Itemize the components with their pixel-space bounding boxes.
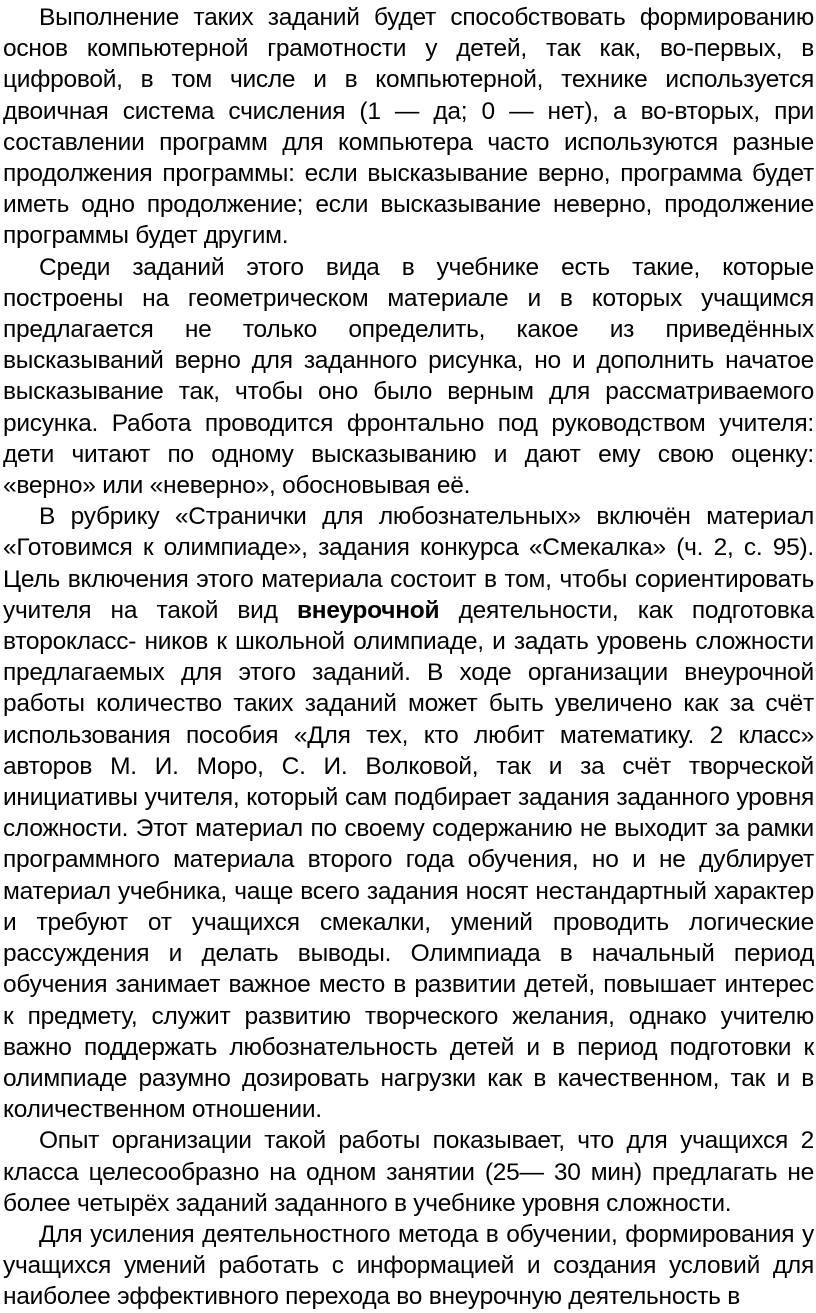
paragraph-binary-system: Выполнение таких заданий будет способствовать формированию основ компьютерной грамотности у детей, так как, во-первых, в цифровой, в том числе и в компьютерной, технике используется двоичная система счисления (1 — да; 0 — нет), а во-вторых, при составлении программ для компьютера часто используются разные продолжения программы: если высказывание верно, программа будет иметь одно продолжение; если высказывание неверно, продолжение программы будет другим.: [3, 4, 814, 250]
paragraph-olympiad-rubric: [3, 501, 814, 1125]
paragraph-olympiad-text-end: деятельности, как подготовка второкласс- ников к школьной олимпиаде, и задать уровень сложности предлагаемых для этого заданий. В ходе организации внеурочной работы количество таких заданий может быть увеличено как за счёт использования пособия «Для тех, кто любит математику. 2 класс» авторов М. И. Моро, С. И. Волковой, так и за счёт творческой инициативы учителя, который сам подбирает задания заданного уровня сложности. Этот материал по своему содержанию не выходит за рамки программного материала второго года обучения, но и не дублирует материал учебника, чаще всего задания носят нестандартный характер и требуют от учащихся смекалки, умений проводить логические рассуждения и делать выводы. Олимпиада в начальный период обучения занимает важное место в развитии детей, повышает интерес к предмету, служит развитию творческого желания, однако учителю важно поддержать любознательность детей и в период подготовки к олимпиаде разумно дозировать нагрузки как в качественном, так и в количественном отношении.: [3, 596, 814, 1124]
paragraph-activity-method: Для усиления деятельностного метода в обучении, формирования у учащихся умений работать с информацией и создания условий для наиболее эффективного перехода во внеурочную деятельность в: [3, 1220, 814, 1311]
paragraph-work-experience: Опыт организации такой работы показывает, что для учащихся 2 класса целесообразно на одном занятии (25— 30 мин) предлагать не более четырёх заданий заданного в учебнике уровня сложности.: [3, 1127, 814, 1217]
paragraph-geometric-tasks: Среди заданий этого вида в учебнике есть такие, которые построены на геометрическом материале и в которых учащимся предлагается не только определить, какое из приведённых высказываний верно для заданного рисунка, но и дополнить начатое высказывание так, чтобы оно было верным для рассматриваемого рисунка. Работа проводится фронтально под руководством учителя: дети читают по одному высказыванию и дают ему свою оценку: «верно» или «неверно», обосновывая её.: [3, 253, 814, 500]
bold-term-extracurricular: внеурочной: [296, 596, 440, 624]
paragraph-olympiad-text-start: В рубрику «Странички для любознательных» включён материал «Готовимся к олимпиаде», задания конкурса «Смекалка» (ч. 2, с. 95). Цель включения этого материала состоит в том, чтобы сориентировать учителя на такой вид: [3, 503, 814, 624]
